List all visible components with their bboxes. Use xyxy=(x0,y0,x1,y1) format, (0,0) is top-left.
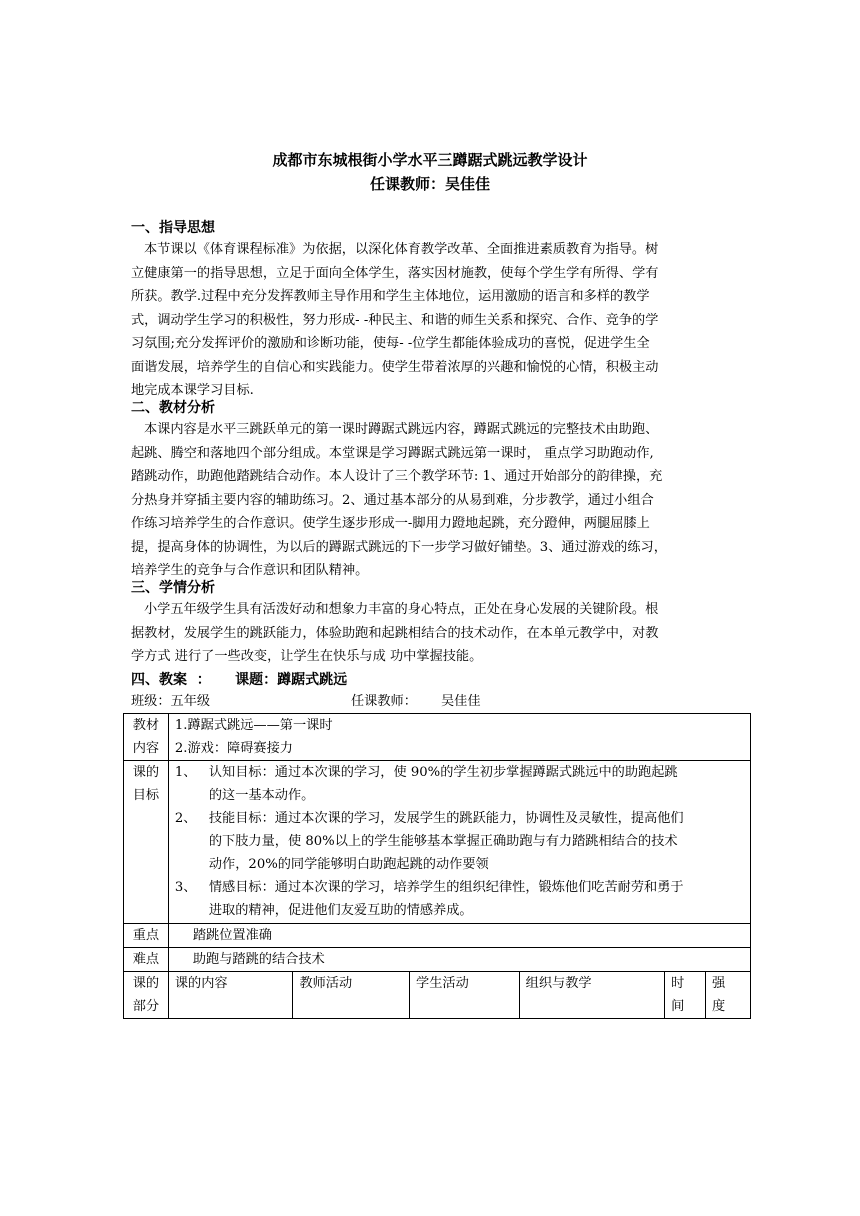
goal-line: 认知目标：通过本次课的学习，使 90%的学生初步掌握蹲踞式跳远中的助跑起跳 xyxy=(208,765,678,780)
class-info xyxy=(131,692,481,712)
goal-number: 2、 xyxy=(174,811,197,826)
label-cell-content xyxy=(124,714,169,761)
section-body-material xyxy=(131,418,733,583)
paragraph-line: 本节课以《体育课程标准》为依据，以深化体育教学改革、全面推进素质教育为指导。树 xyxy=(144,242,659,257)
label-cell-part xyxy=(124,972,169,1019)
section-body-students xyxy=(131,598,733,669)
paragraph-line: 学方式 进行了一些改变，让学生在快乐与成 功中掌握技能。 xyxy=(131,649,483,664)
paragraph-line: 起跳、腾空和落地四个部分组成。本堂课是学习蹲踞式跳远第一课时， 重点学习助跑动作, xyxy=(131,445,654,461)
column-header-intensity xyxy=(706,972,751,1019)
paragraph-line: 式，调动学生学习的积极性，努力形成- -种民主、和谐的师生关系和探究、合作、竞争的学 xyxy=(131,312,659,328)
goal-line: 技能目标：通过本次课的学习，发展学生的跳跃能力，协调性及灵敏性，提高他们 xyxy=(208,811,684,826)
difficulty-cell: 助跑与踏跳的结合技术 xyxy=(168,948,750,972)
table-row-key-point xyxy=(124,924,751,948)
column-header-content: 课的内容 xyxy=(168,972,293,1019)
goal-line: 进取的精神，促进他们友爱互助的情感养成。 xyxy=(208,903,473,918)
label-text: 部分 xyxy=(132,999,160,1014)
goal-item xyxy=(169,807,750,876)
key-point-cell: 踏跳位置准确 xyxy=(168,924,750,948)
column-header-teacher: 教师活动 xyxy=(293,972,410,1019)
label-cell-key-point: 重点 xyxy=(124,924,169,948)
paragraph-line: 踏跳动作，助跑他踏跳结合动作。本人设计了三个教学环节: 1、通过开始部分的韵律操，充 xyxy=(131,469,663,484)
label-cell-goals xyxy=(124,761,169,924)
class-grade: 班级：五年级 xyxy=(131,694,211,709)
goal-line: 动作，20%的同学能够明白助跑起跳的动作要领 xyxy=(208,857,489,872)
table-row-difficulty xyxy=(124,948,751,972)
label-text: 强 xyxy=(712,976,726,991)
paragraph-line: 本课内容是水平三跳跃单元的第一课时蹲踞式跳远内容，蹲踞式跳远的完整技术由助跑、 xyxy=(144,422,659,437)
goal-number: 3、 xyxy=(174,880,197,895)
content-item: 1.蹲踞式跳远——第一课时 xyxy=(174,718,333,733)
table-row-header xyxy=(124,972,751,1019)
section-heading-guide: 一、指导思想 xyxy=(131,220,215,236)
goal-line: 的这一基本动作。 xyxy=(208,788,315,803)
paragraph-line: 提，提高身体的协调性，为以后的蹲踞式跳远的下一步学习做好铺垫。3、通过游戏的练习， xyxy=(131,539,667,555)
label-text: 间 xyxy=(671,999,685,1014)
table-row-content xyxy=(124,714,751,761)
label-text: 课的 xyxy=(132,976,160,991)
content-item: 2.游戏：障碍赛接力 xyxy=(174,741,293,756)
goal-line: 情感目标：通过本次课的学习，培养学生的组织纪律性，锻炼他们吃苦耐劳和勇于 xyxy=(208,880,684,895)
label-text: 目标 xyxy=(132,788,160,803)
document-title: 成都市东城根街小学水平三蹲踞式跳远教学设计 xyxy=(272,151,588,169)
teacher-line: 任课教师：吴佳佳 xyxy=(369,175,490,193)
label-text: 内容 xyxy=(132,741,160,756)
column-header-organization: 组织与教学 xyxy=(519,972,664,1019)
goals-cell xyxy=(168,761,750,924)
paragraph-line: 立健康第一的指导思想，立足于面向全体学生，落实因材施教，使每个学生学有所得、学有 xyxy=(131,265,659,281)
paragraph-line: 面谐发展，培养学生的自信心和实践能力。使学生带着浓厚的兴趣和愉悦的心情，积极主动 xyxy=(131,359,659,375)
paragraph-line: 作练习培养学生的合作意识。使学生逐步形成一-脚用力蹬地起跳，充分蹬伸，两腿屈膝上 xyxy=(131,516,650,531)
column-header-student: 学生活动 xyxy=(410,972,520,1019)
section-body-guide xyxy=(131,238,733,403)
label-cell-difficulty: 难点 xyxy=(124,948,169,972)
paragraph-line: 地完成本课学习目标. xyxy=(131,383,254,398)
paragraph-line: 所获。教学.过程中充分发挥教师主导作用和学生主体地位，运用激励的语言和多样的教学 xyxy=(131,289,650,304)
label-text: 教材 xyxy=(132,718,160,733)
paragraph-line: 培养学生的竞争与合作意识和团队精神。 xyxy=(131,563,369,578)
label-text: 度 xyxy=(712,999,726,1014)
class-teacher-label: 任课教师： xyxy=(351,694,417,709)
paragraph-line: 习氛围;充分发挥评价的激励和诊断功能，使每- -位学生都能体验成功的喜悦，促进学生全 xyxy=(131,336,650,351)
class-teacher-name: 吴佳佳 xyxy=(441,694,481,709)
goal-item xyxy=(169,876,750,922)
paragraph-line: 小学五年级学生具有活泼好动和想象力丰富的身心特点，正处在身心发展的关键阶段。根 xyxy=(144,602,659,617)
label-text: 时 xyxy=(671,976,685,991)
content-cell xyxy=(168,714,750,761)
column-header-time xyxy=(665,972,706,1019)
goal-number: 1、 xyxy=(174,765,197,780)
table-row-goals xyxy=(124,761,751,924)
goal-line: 的下肢力量，使 80%以上的学生能够基本掌握正确助跑与有力踏跳相结合的技术 xyxy=(208,834,678,849)
section-heading-students: 三、学情分析 xyxy=(131,580,215,596)
label-text: 课的 xyxy=(132,765,160,780)
lesson-plan-table xyxy=(123,713,751,1019)
section-heading-material: 二、教材分析 xyxy=(131,400,215,416)
section-heading-plan: 四、教案 ： 课题：蹲踞式跳远 xyxy=(131,672,348,688)
paragraph-line: 分热身并穿插主要内容的辅助练习。2、通过基本部分的从易到难，分步教学，通过小组合 xyxy=(131,492,654,508)
goal-item xyxy=(169,761,750,807)
paragraph-line: 据教材，发展学生的跳跃能力，体验助跑和起跳相结合的技术动作，在本单元教学中，对教 xyxy=(131,625,659,641)
